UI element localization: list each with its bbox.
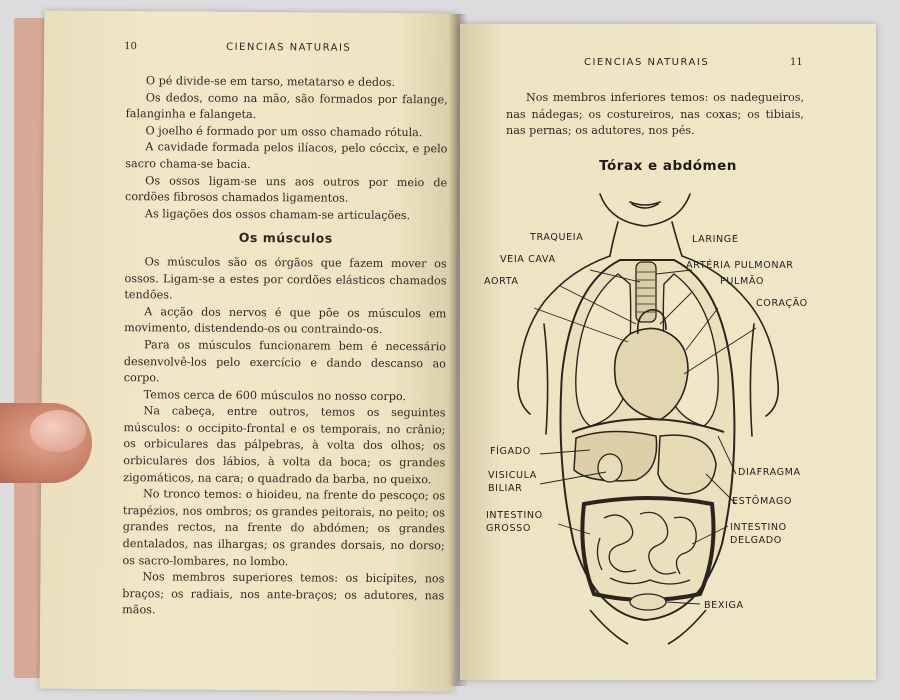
paragraph: Os músculos são os órgãos que fazem mover os ossos. Ligam-se a estes por cordões elásticos chamados tendões.: [124, 255, 447, 302]
label-estomago: ESTÔMAGO: [732, 496, 793, 507]
left-page-number: 10: [124, 41, 137, 53]
paragraph: Nos membros superiores temos: os bicípites, nos braços; os radiais, nos ante-braços; os adutores, nas mãos.: [122, 570, 445, 617]
right-page: [460, 24, 876, 680]
paragraph: A acção dos nervos é que põe os músculos em movimento, distendendo-os ou contraindo-os.: [124, 304, 447, 337]
paragraph: Nos membros inferiores temos: os nadegueiros, nas nádegas; os costureiros, nas coxas; os tibiais, nas pernas; os adutores, nos pés.: [506, 91, 804, 138]
right-running-title: CIENCIAS NATURAIS: [584, 57, 710, 68]
label-figado: FÍGADO: [490, 446, 531, 457]
label-arteria-pulmonar: ARTÉRIA PULMONAR: [686, 260, 794, 271]
left-page: [40, 11, 459, 692]
label-grosso: GROSSO: [486, 523, 531, 534]
label-delgado: DELGADO: [730, 535, 782, 546]
label-aorta: AORTA: [484, 276, 519, 287]
right-arm-inner: [750, 324, 754, 436]
left-running-title: CIENCIAS NATURAIS: [226, 41, 352, 54]
paragraph: O joelho é formado por um osso chamado rótula.: [145, 124, 423, 139]
paragraph: Os ossos ligam-se uns aos outros por meio de cordões fibrosos chamados ligamentos.: [125, 173, 448, 205]
label-laringe: LARINGE: [692, 234, 739, 245]
neck-outline: [610, 222, 682, 256]
diagram-title: Tórax e abdómen: [599, 158, 737, 174]
paragraph: A cavidade formada pelos ilíacos, pelo cóccix, e pelo sacro chama-se bacia.: [125, 140, 448, 171]
paragraph: No tronco temos: o hioideu, na frente do pescoço; os trapézios, nos ombros; os grandes peitorais, no peito; os grandes rectos, na frente do abdómen; os grandes dentalados, nas ilhargas; os grandes dorsais, no dorso; os sacro-lombares, no lombo.: [122, 487, 446, 568]
right-page-number: 11: [790, 57, 803, 68]
right-body-text: [506, 90, 804, 140]
label-diafragma: DIAFRAGMA: [738, 467, 801, 478]
section-heading: Os músculos: [238, 230, 333, 246]
paragraph: Na cabeça, entre outros, temos os seguintes músculos: o occipito-frontal e os temporais, no crânio; os orbiculares das pálpebras, à volta dos olhos; os orbiculares dos lábios, à volta da boca; os grandes zigomáticos, na cara; o quadrado da barba, no queixo.: [123, 404, 446, 486]
label-bexiga: BEXIGA: [704, 600, 744, 611]
paragraph: Os dedos, como na mão, são formados por falange, falanginha e falangeta.: [125, 90, 448, 122]
label-coracao: CORAÇÃO: [756, 298, 808, 309]
left-arm-inner: [544, 324, 548, 434]
label-veia-cava: VEIA CAVA: [500, 254, 556, 265]
trachea: [636, 262, 656, 322]
paragraph: As ligações dos ossos chamam-se articulações.: [144, 207, 411, 222]
paragraph: O pé divide-se em tarso, metatarso e dedos.: [145, 74, 396, 90]
label-intestino-delgado: INTESTINO: [730, 522, 787, 533]
paragraph: Temos cerca de 600 músculos no nosso corpo.: [143, 387, 407, 403]
thumbnail: [30, 410, 86, 452]
label-biliar: BILIAR: [488, 483, 523, 494]
label-traqueia: TRAQUEIA: [530, 232, 584, 243]
label-pulmao: PULMÃO: [720, 276, 764, 287]
chin-outline: [600, 194, 690, 226]
torso-anatomy-diagram: [460, 174, 876, 654]
left-body-text: [122, 73, 448, 621]
paragraph: Para os músculos funcionarem bem é necessário desenvolvê-los pelo exercício e dando descanso ao corpo.: [123, 338, 447, 385]
label-intestino-grosso: INTESTINO: [486, 510, 543, 521]
label-vesicula: VISICULA: [488, 470, 537, 481]
gallbladder: [598, 454, 622, 482]
bladder: [630, 594, 666, 610]
lips: [630, 202, 660, 208]
